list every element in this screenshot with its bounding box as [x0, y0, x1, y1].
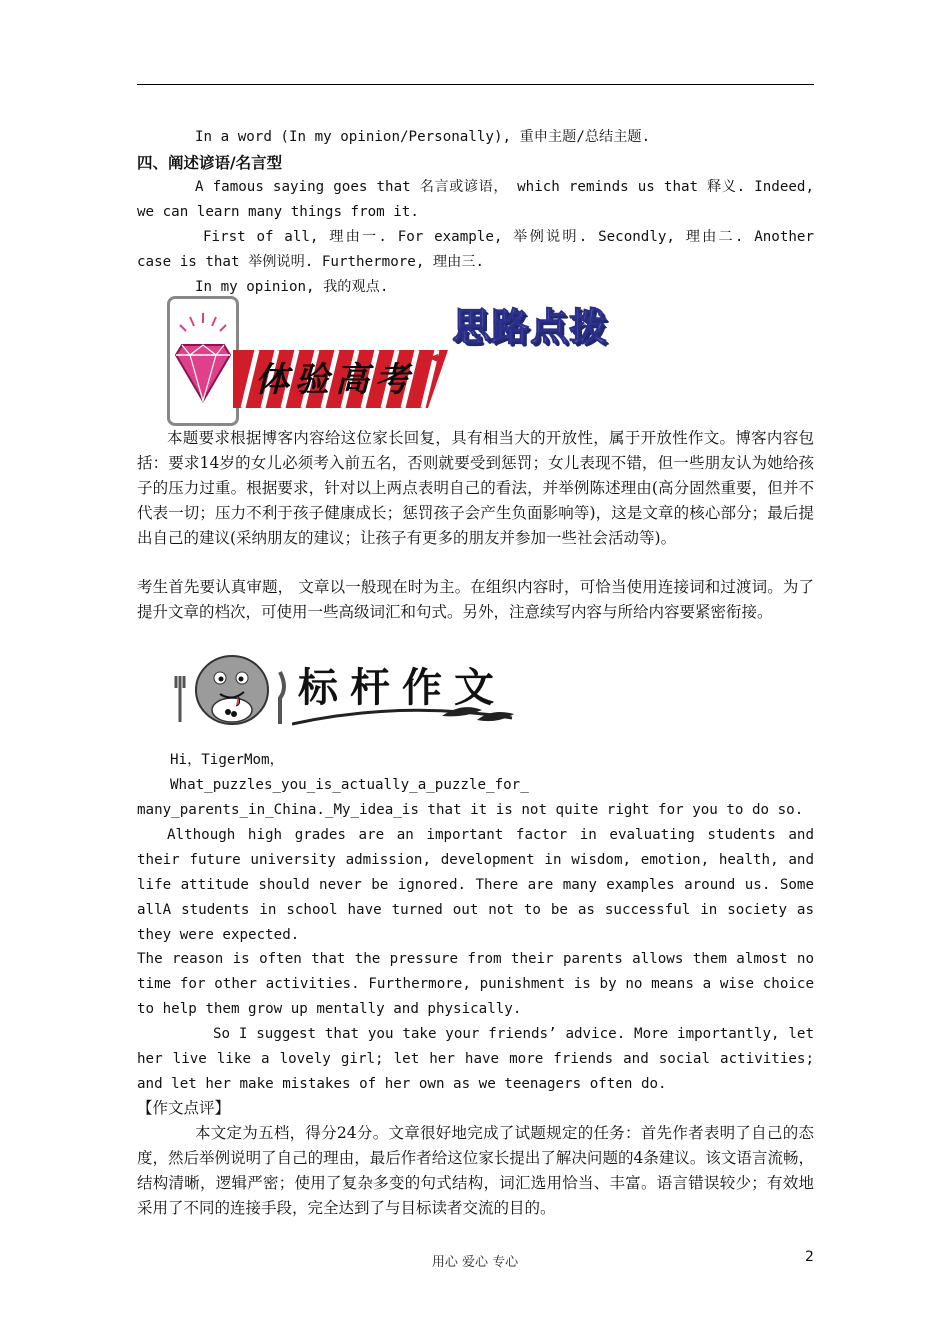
banner-experience-exam: [167, 296, 627, 422]
section-heading-4: 四、阐述谚语/名言型: [137, 153, 283, 172]
header-rule: [137, 84, 814, 85]
line-first-of-all: First of all, 理由一. For example, 举例说明. Secondly, 理由二. Another case is that 举例说明. Furthermore, 理由三.: [137, 229, 814, 270]
analysis-paragraph-1: 本题要求根据博客内容给这位家长回复，具有相当大的开放性，属于开放性作文。博客内容包括：要求14岁的女儿必须考入前五名，否则就要受到惩罚；女儿表现不错，但一些朋友认为她给孩子的压力过重。根据要求，针对以上两点表明自己的看法，并举例陈述理由(高分固然重要，但并不代表一切；压力不利于孩子健康成长；惩罚孩子会产生负面影响等)，这是文章的核心部分；最后提出自己的建议(采纳朋友的建议；让孩子有更多的朋友并参加一些社会活动等)。: [137, 429, 814, 547]
mascot-icon: [172, 648, 292, 730]
essay-paragraph-4: So I suggest that you take your friends’ advice. More importantly, let her live like a lovely girl; let her have more friends and social activities; and let her make mistakes of her own as we teenagers often do.: [137, 1026, 814, 1092]
essay-paragraph-2: Although high grades are an important factor in evaluating students and their future university admission, development in wisdom, emotion, health, and life attitude should never be ignored. There are many examples around us. Some allA students in school have turned out not to be as successful in society as they were expected.: [137, 827, 814, 943]
gem-icon: [170, 299, 236, 423]
line-in-a-word: In a word (In my opinion/Personally), 重申主题/总结主题.: [195, 129, 651, 145]
line-famous-saying: A famous saying goes that 名言或谚语， which reminds us that 释义. Indeed, we can learn many things from it.: [137, 179, 814, 220]
footer-slogan: 用心 爱心 专心: [431, 1255, 519, 1270]
gem-tab: [167, 296, 239, 426]
banner-model-essay: [172, 648, 517, 730]
essay-line-1b: many_parents_in_China._My_idea_is that it is not quite right for you to do so.: [137, 802, 804, 818]
analysis-paragraph-2: 考生首先要认真审题， 文章以一般现在时为主。在组织内容时，可恰当使用连接词和过渡词。为了提升文章的档次，可使用一些高级词汇和句式。另外，注意续写内容与所给内容要紧密衔接。: [137, 578, 814, 621]
banner1-stripe-text: 体验高考: [255, 360, 415, 400]
banner1-title: 思路点拨: [452, 305, 609, 349]
essay-greeting: Hi，TigerMom，: [170, 752, 284, 768]
banner2-title: 标杆作文: [298, 664, 506, 711]
essay-paragraph-3: The reason is often that the pressure from their parents allows them almost no time for other activities. Furthermore, punishment is by no means a wise choice to help them grow up mentally and physically.: [137, 951, 814, 1017]
essay-line-1a: What_puzzles_you_is_actually_a_puzzle_for_: [170, 777, 529, 793]
line-in-my-opinion: In my opinion, 我的观点.: [195, 279, 389, 295]
page-number: 2: [805, 1249, 814, 1265]
review-body: 本文定为五档，得分24分。文章很好地完成了试题规定的任务：首先作者表明了自己的态度，然后举例说明了自己的理由，最后作者给这位家长提出了解决问题的4条建议。该文语言流畅，结构清晰，逻辑严密；使用了复杂多变的句式结构，词汇选用恰当、丰富。语言错误较少；有效地采用了不同的连接手段，完全达到了与目标读者交流的目的。: [137, 1124, 814, 1217]
review-heading: 【作文点评】: [137, 1099, 231, 1117]
